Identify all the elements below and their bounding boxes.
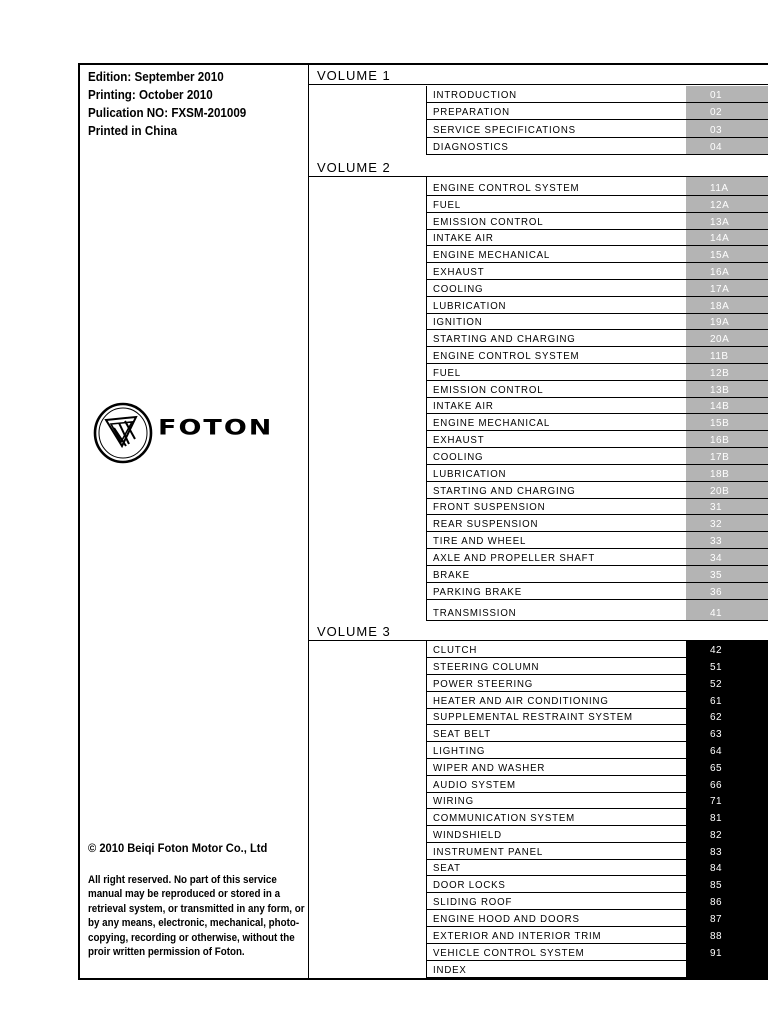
publication-line: Pulication NO: FXSM-201009 [88, 106, 247, 120]
section-name: SEAT BELT [433, 728, 491, 740]
toc-row [426, 103, 768, 120]
section-name: INTRODUCTION [433, 89, 517, 101]
section-code-tab [686, 944, 768, 960]
section-code-tab [686, 583, 768, 599]
section-name: REAR SUSPENSION [433, 518, 539, 530]
section-code: 34 [710, 553, 723, 564]
volume-header [309, 621, 768, 641]
section-name: INTAKE AIR [433, 400, 494, 412]
left-panel [78, 65, 309, 978]
section-name: EXHAUST [433, 434, 485, 446]
section-name: STARTING AND CHARGING [433, 485, 576, 497]
section-code: 88 [710, 931, 723, 942]
section-name: AUDIO SYSTEM [433, 779, 516, 791]
section-code: 33 [710, 536, 723, 547]
section-code: 65 [710, 763, 723, 774]
section-code: 87 [710, 914, 723, 925]
section-code-tab [686, 658, 768, 674]
section-code-tab [686, 709, 768, 724]
section-name: EXTERIOR AND INTERIOR TRIM [433, 930, 602, 942]
section-code: 51 [710, 662, 723, 673]
section-code-tab [686, 364, 768, 380]
section-code-tab [686, 641, 768, 657]
section-code: 85 [710, 880, 723, 891]
section-code-tab [686, 961, 768, 977]
toc-row [426, 532, 768, 549]
toc-row [426, 641, 768, 658]
volume-header [309, 65, 768, 85]
section-name: EXHAUST [433, 266, 485, 278]
section-name: HEATER AND AIR CONDITIONING [433, 695, 609, 707]
section-code: 17B [710, 452, 730, 463]
section-code-tab [686, 230, 768, 245]
section-code-tab [686, 86, 768, 102]
section-code: 62 [710, 712, 723, 723]
toc-row [426, 196, 768, 213]
rights-notice-line: proir written permission of Foton. [88, 946, 245, 959]
section-code: 11A [710, 183, 729, 194]
rights-notice-line: copying, recording or otherwise, without the [88, 931, 295, 944]
section-name: VEHICLE CONTROL SYSTEM [433, 947, 585, 959]
section-name: INDEX [433, 964, 467, 976]
toc-row [426, 759, 768, 776]
section-code: 64 [710, 746, 723, 757]
edition-info [88, 68, 246, 140]
toc-row [426, 793, 768, 809]
section-name: AXLE AND PROPELLER SHAFT [433, 552, 596, 564]
copyright-line: © 2010 Beiqi Foton Motor Co., Ltd [88, 841, 268, 855]
section-code: 12B [710, 368, 730, 379]
section-code: 19A [710, 317, 730, 328]
section-code-tab [686, 138, 768, 154]
section-code-tab [686, 213, 768, 229]
section-code: 66 [710, 780, 723, 791]
foton-emblem-icon [92, 402, 154, 464]
section-name: DIAGNOSTICS [433, 141, 509, 153]
section-code: 81 [710, 813, 723, 824]
toc-row [426, 120, 768, 138]
toc-row [426, 515, 768, 532]
section-name: INTAKE AIR [433, 232, 494, 244]
rights-notice-line: All right reserved. No part of this service [88, 874, 277, 886]
toc-row [426, 583, 768, 600]
printing-line: Printing: October 2010 [88, 88, 213, 102]
section-code-tab [686, 776, 768, 792]
section-code-tab [686, 515, 768, 531]
section-code: 04 [710, 142, 723, 153]
foton-logo [92, 402, 292, 464]
section-code-tab [686, 742, 768, 758]
section-code-tab [686, 177, 768, 195]
section-code-tab [686, 876, 768, 892]
rights-notice-line: by any means, electronic, mechanical, photo- [88, 917, 300, 930]
toc-row [426, 658, 768, 675]
section-code: 12A [710, 200, 730, 211]
section-code: 35 [710, 570, 723, 581]
section-name: ENGINE MECHANICAL [433, 249, 551, 261]
section-code: 61 [710, 696, 723, 707]
section-name: WIRING [433, 795, 474, 807]
section-code-tab [686, 826, 768, 842]
toc-row [426, 246, 768, 263]
section-code-tab [686, 330, 768, 346]
section-code: 52 [710, 679, 723, 690]
toc-row [426, 381, 768, 398]
section-code-tab [686, 910, 768, 926]
toc-row [426, 927, 768, 944]
section-code: 41 [710, 608, 723, 619]
toc-row [426, 893, 768, 910]
toc-row [426, 692, 768, 709]
toc-row [426, 138, 768, 155]
section-code-tab [686, 120, 768, 137]
toc-row [426, 347, 768, 364]
section-code-tab [686, 196, 768, 212]
section-code-tab [686, 263, 768, 279]
section-name: ENGINE HOOD AND DOORS [433, 913, 580, 925]
section-code-tab [686, 927, 768, 943]
toc-row [426, 725, 768, 742]
section-code: 03 [710, 125, 723, 136]
section-code: 83 [710, 847, 723, 858]
section-code-tab [686, 893, 768, 909]
toc-row [426, 230, 768, 246]
section-code-tab [686, 725, 768, 741]
edition-line: Edition: September 2010 [88, 70, 224, 84]
section-name: ENGINE MECHANICAL [433, 417, 551, 429]
section-name: SEAT [433, 862, 461, 874]
section-name: PARKING BRAKE [433, 586, 522, 598]
section-code: 36 [710, 587, 723, 598]
toc-row [426, 709, 768, 725]
section-code-tab [686, 246, 768, 262]
section-code-tab [686, 314, 768, 329]
section-code-tab [686, 297, 768, 313]
section-code: 82 [710, 830, 723, 841]
section-code: 18A [710, 301, 730, 312]
section-code-tab [686, 759, 768, 775]
section-code: 17A [710, 284, 730, 295]
toc-row [426, 263, 768, 280]
section-name: ENGINE CONTROL SYSTEM [433, 350, 580, 362]
toc-row [426, 549, 768, 566]
toc-row [426, 944, 768, 961]
section-code-tab [686, 431, 768, 447]
section-code-tab [686, 600, 768, 620]
section-name: FUEL [433, 367, 462, 379]
volume-label: VOLUME 3 [317, 624, 391, 639]
section-name: DOOR LOCKS [433, 879, 506, 891]
toc-row [426, 482, 768, 499]
toc-row [426, 860, 768, 876]
rights-notice-line: retrieval system, or transmitted in any form, or [88, 902, 305, 915]
section-code: 14B [710, 401, 730, 412]
section-name: FRONT SUSPENSION [433, 501, 546, 513]
toc-row [426, 600, 768, 621]
section-name: SUPPLEMENTAL RESTRAINT SYSTEM [433, 711, 633, 723]
section-code-tab [686, 566, 768, 582]
section-name: STARTING AND CHARGING [433, 333, 576, 345]
toc-row [426, 809, 768, 826]
rights-notice [88, 873, 319, 959]
section-name: COMMUNICATION SYSTEM [433, 812, 575, 824]
toc-row [426, 961, 768, 978]
section-name: POWER STEERING [433, 678, 534, 690]
toc-row [426, 499, 768, 515]
section-name: LUBRICATION [433, 300, 507, 312]
toc-row [426, 566, 768, 583]
section-code: 18B [710, 469, 730, 480]
section-code-tab [686, 675, 768, 691]
section-code-tab [686, 793, 768, 808]
section-code: 16B [710, 435, 730, 446]
toc-row [426, 910, 768, 927]
section-code: 71 [710, 796, 723, 807]
section-code-tab [686, 280, 768, 296]
toc-row [426, 826, 768, 843]
section-code-tab [686, 499, 768, 514]
section-code: 02 [710, 107, 723, 118]
section-name: INSTRUMENT PANEL [433, 846, 544, 858]
section-code: 32 [710, 519, 723, 530]
section-code-tab [686, 549, 768, 565]
toc-row [426, 448, 768, 465]
section-name: TIRE AND WHEEL [433, 535, 527, 547]
toc-row [426, 177, 768, 196]
section-name: TRANSMISSION [433, 607, 517, 619]
section-code-tab [686, 860, 768, 875]
section-code-tab [686, 448, 768, 464]
section-code: 11B [710, 351, 729, 362]
section-code: 14A [710, 233, 730, 244]
toc-row [426, 398, 768, 414]
toc-row [426, 843, 768, 860]
section-code-tab [686, 843, 768, 859]
section-code: 20B [710, 486, 730, 497]
section-name: COOLING [433, 451, 484, 463]
section-code-tab [686, 103, 768, 119]
section-code: 01 [710, 90, 723, 101]
section-name: BRAKE [433, 569, 470, 581]
printed-in-line: Printed in China [88, 124, 178, 138]
section-code-tab [686, 532, 768, 548]
section-name: SLIDING ROOF [433, 896, 513, 908]
rights-notice-line: manual may be reproduced or stored in a [88, 888, 281, 901]
section-code-tab [686, 398, 768, 413]
volume-label: VOLUME 1 [317, 68, 391, 83]
toc-row [426, 675, 768, 692]
toc-row [426, 465, 768, 482]
section-name: SERVICE SPECIFICATIONS [433, 124, 576, 136]
section-code-tab [686, 692, 768, 708]
toc-row [426, 213, 768, 230]
section-code: 42 [710, 645, 723, 656]
section-name: WINDSHIELD [433, 829, 502, 841]
section-name: WIPER AND WASHER [433, 762, 546, 774]
toc-row [426, 280, 768, 297]
section-name: CLUTCH [433, 644, 478, 656]
volume-label: VOLUME 2 [317, 160, 391, 175]
volume-header [309, 155, 768, 177]
section-code: 20A [710, 334, 730, 345]
section-name: COOLING [433, 283, 484, 295]
section-code: 13B [710, 385, 730, 396]
toc-row [426, 314, 768, 330]
section-code: 86 [710, 897, 723, 908]
toc-row [426, 776, 768, 793]
section-code: 63 [710, 729, 723, 740]
section-name: STEERING COLUMN [433, 661, 540, 673]
toc-row [426, 876, 768, 893]
section-name: EMISSION CONTROL [433, 216, 544, 228]
section-code-tab [686, 347, 768, 363]
section-name: LIGHTING [433, 745, 486, 757]
section-code: 84 [710, 863, 723, 874]
section-code: 13A [710, 217, 730, 228]
section-name: ENGINE CONTROL SYSTEM [433, 182, 580, 194]
section-code-tab [686, 414, 768, 430]
section-code: 31 [710, 502, 723, 513]
section-name: LUBRICATION [433, 468, 507, 480]
section-code: 91 [710, 948, 723, 959]
toc-row [426, 414, 768, 431]
section-name: EMISSION CONTROL [433, 384, 544, 396]
section-code: 15B [710, 418, 730, 429]
section-code-tab [686, 482, 768, 498]
section-code: 16A [710, 267, 730, 278]
toc-row [426, 364, 768, 381]
toc-row [426, 330, 768, 347]
section-code: 15A [710, 250, 730, 261]
section-name: FUEL [433, 199, 462, 211]
section-name: IGNITION [433, 316, 483, 328]
section-name: PREPARATION [433, 106, 510, 118]
foton-wordmark: FOTON [158, 416, 274, 441]
toc-row [426, 86, 768, 103]
toc-row [426, 742, 768, 759]
section-code-tab [686, 465, 768, 481]
section-code-tab [686, 381, 768, 397]
section-code-tab [686, 809, 768, 825]
toc-row [426, 431, 768, 448]
toc-row [426, 297, 768, 314]
